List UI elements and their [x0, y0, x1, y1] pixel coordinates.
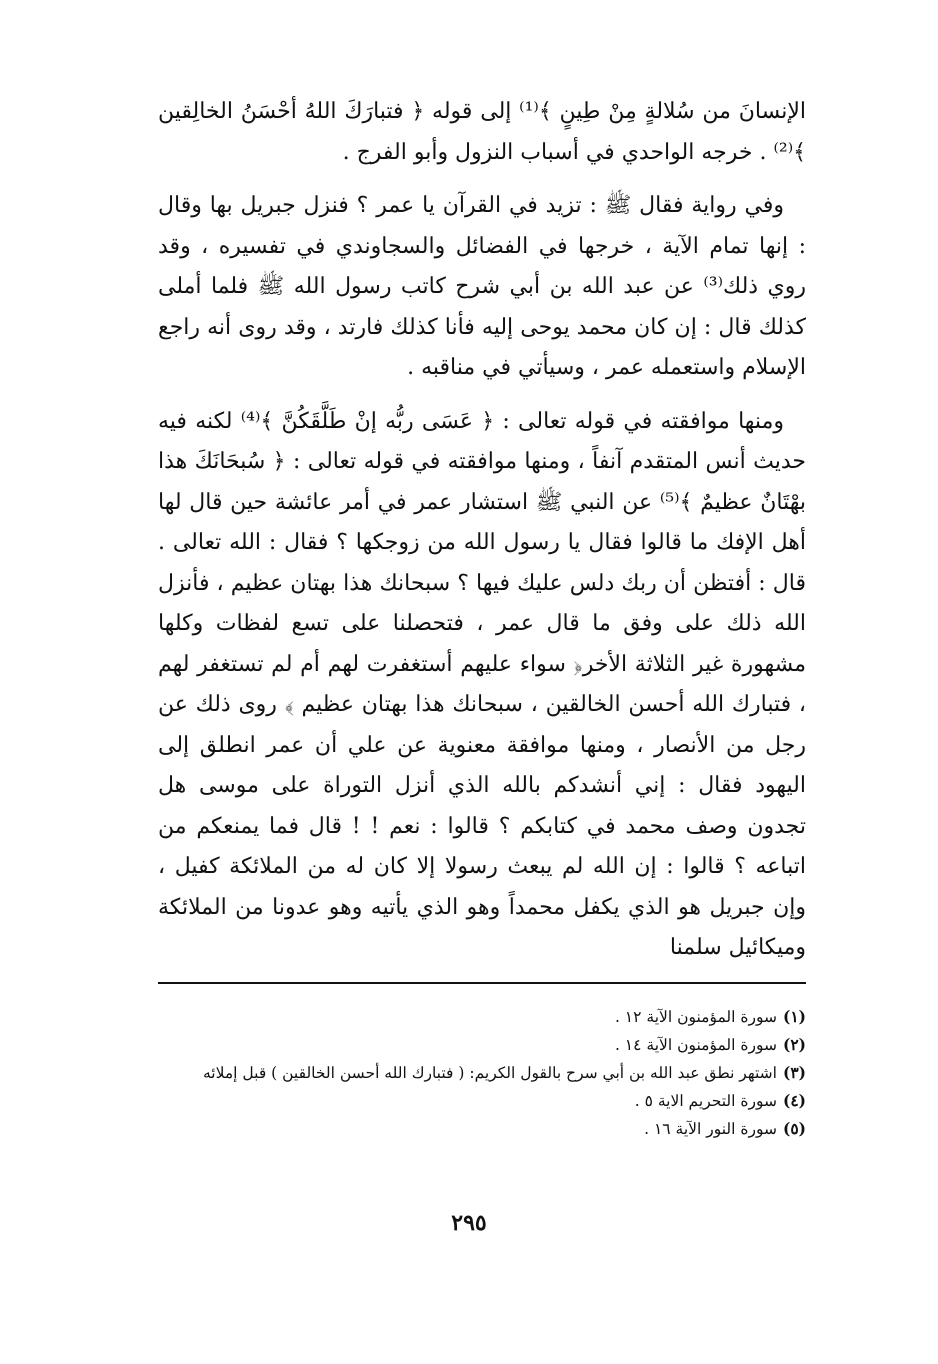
footnote-4	[158, 1087, 806, 1115]
footnote-2	[158, 1031, 806, 1059]
footnote-number: (٥)	[782, 1119, 806, 1138]
footnote-text: سورة التحريم الاية ٥ .	[634, 1092, 777, 1110]
main-text-block	[158, 92, 806, 969]
footnote-number: (٢)	[782, 1035, 806, 1054]
footnote-text: سورة المؤمنون الآية ١٤ .	[614, 1036, 777, 1054]
footnote-number: (٣)	[782, 1063, 806, 1082]
footnote-5	[158, 1115, 806, 1143]
footnote-text: سورة المؤمنون الآية ١٢ .	[614, 1008, 777, 1026]
footnote-3	[158, 1059, 806, 1087]
footnote-separator	[158, 982, 806, 984]
paragraph-2: وفي رواية فقال ﷺ : تزيد في القرآن يا عمر ؟ فنزل جبريل بها وقال : إنها تمام الآية ، خرجها في الفضائل والسجاوندي في تفسيره ، وقد روي ذلك⁽³⁾ عن عبد الله بن أبي شرح كاتب رسول الله ﷺ فلما أملى كذلك قال : إن كان محمد يوحى إليه فأنا كذلك فارتد ، وقد روى أنه راجع الإسلام واستعمله عمر ، وسيأتي في مناقبه .	[158, 193, 807, 380]
footnotes-block	[158, 1003, 806, 1143]
footnote-text: سورة النور الآية ١٦ .	[644, 1120, 777, 1138]
footnote-number: (٤)	[782, 1091, 806, 1110]
footnote-1	[158, 1003, 806, 1031]
paragraph-3: ومنها موافقته في قوله تعالى : ﴿ عَسَى ربُّه إنْ طَلَّقَكُنَّ ﴾⁽⁴⁾ لكنه فيه حديث أنس المتقدم آنفاً ، ومنها موافقته في قوله تعالى : ﴿ سُبحَانَكَ هذا بهْتَانٌ عظيمٌ ﴾⁽⁵⁾ عن النبي ﷺ استشار عمر في أمر عائشة حين قال لها أهل الإفك ما قالوا فقال يا رسول الله من زوجكها ؟ فقال : الله تعالى . قال : أفتظن أن ربك دلس عليك فيها ؟ سبحانك هذا بهتان عظيم ، فأنزل الله ذلك على وفق ما قال عمر ، فتحصلنا على تسع لفظات وكلها مشهورة غير الثلاثة الأخر﴿ سواء عليهم أستغفرت لهم أم لم تستغفر لهم ، فتبارك الله أحسن الخالقين ، سبحانك هذا بهتان عظيم ﴾ روى ذلك عن رجل من الأنصار ، ومنها موافقة معنوية عن علي أن عمر انطلق إلى اليهود فقال : إني أنشدكم بالله الذي أنزل التوراة على موسى هل تجدون وصف محمد في كتابكم ؟ قالوا : نعم ! ! قال فما يمنعكم من اتباعه ؟ قالوا : إن الله لم يبعث رسولا إلا كان له من الملائكة كفيل ، وإن جبريل هو الذي يكفل محمداً وهو الذي يأتيه وهو عدونا من الملائكة وميكائيل سلمنا	[158, 408, 806, 960]
page-number: ٢٩٥	[451, 1210, 487, 1236]
footnote-number: (١)	[782, 1007, 806, 1026]
paragraph-1: الإنسانَ من سُلالةٍ مِنْ طِينٍ ﴾⁽¹⁾ إلى قوله ﴿ فتبارَكَ اللهُ أحْسَنُ الخالِقين ﴾⁽²⁾ . خرجه الواحدي في أسباب النزول وأبو الفرج .	[158, 99, 806, 165]
footnote-text: اشتهر نطق عبد الله بن أبي سرح بالقول الكريم: ( فتبارك الله أحسن الخالقين ) قبل إملائه	[203, 1064, 777, 1082]
